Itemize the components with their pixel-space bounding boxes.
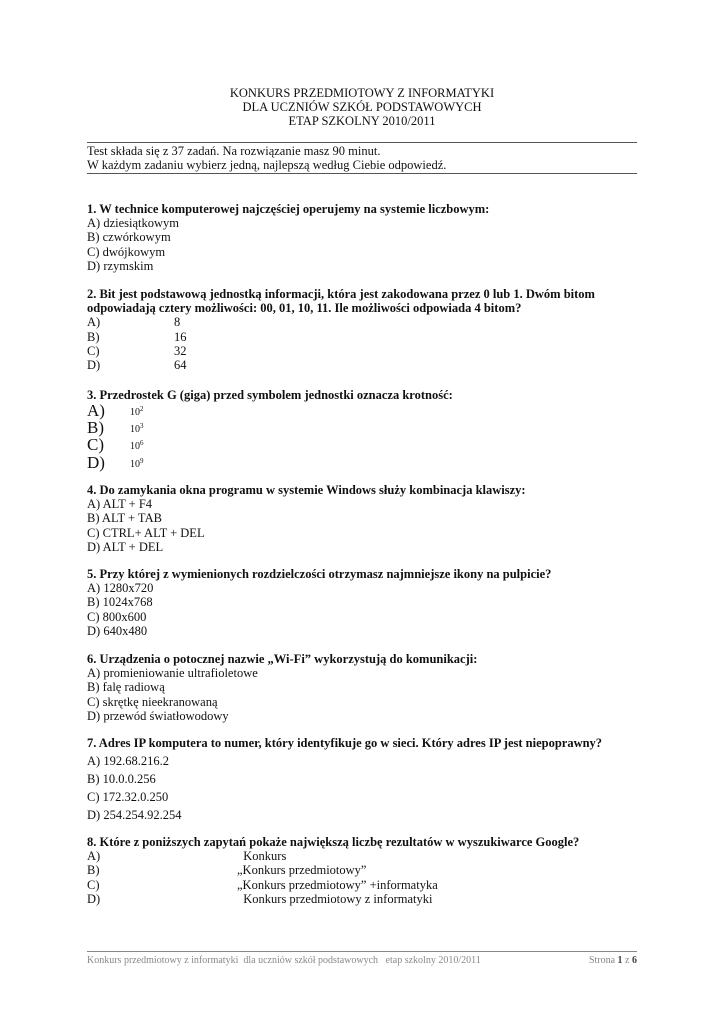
- answer-option: [87, 849, 647, 863]
- option-value: $10^6$: [130, 439, 144, 453]
- question-text: 2. Bit jest podstawową jednostką informacji, która jest zakodowana przez 0 lub 1. Dwóm bitom: [87, 287, 595, 301]
- option-letter: A): [87, 849, 101, 864]
- answer-option: [87, 892, 647, 906]
- question-text: 3. Przedrostek G (giga) przed symbolem jednostki oznacza krotność:: [87, 388, 453, 402]
- answer-option: B) czwórkowym: [87, 230, 171, 245]
- answer-option: B) 10.0.0.256: [87, 772, 156, 786]
- option-letter: C): [87, 435, 104, 455]
- header-line-3: ETAP SZKOLNY 2010/2011: [288, 114, 436, 129]
- question-7: [87, 736, 647, 826]
- option-letter: B): [87, 863, 100, 878]
- answer-option: A) 192.68.216.2: [87, 754, 169, 768]
- question-3: [87, 388, 647, 471]
- answer-option: C) 800x600: [87, 609, 147, 624]
- option-value: $10^9$: [130, 456, 144, 470]
- header-line-1: KONKURS PRZEDMIOTOWY Z INFORMATYKI: [229, 86, 495, 100]
- option-value: Konkurs przedmiotowy z informatyki: [237, 891, 433, 906]
- answer-option: [87, 863, 647, 877]
- info-top-rule: [87, 142, 637, 143]
- header-line-2: DLA UCZNIÓW SZKÓŁ PODSTAWOWYCH: [242, 100, 482, 115]
- answer-option: [87, 454, 647, 471]
- info-bottom-rule: [87, 173, 637, 174]
- answer-option: C) 172.32.0.250: [87, 790, 169, 804]
- answer-option: A) dziesiątkowym: [87, 216, 179, 231]
- option-letter: D): [87, 452, 105, 472]
- answer-option: A) promieniowanie ultrafioletowe: [87, 666, 258, 681]
- current-page: 1: [617, 955, 623, 966]
- question-text: 4. Do zamykania okna programu w systemie Windows służy kombinacja klawiszy:: [87, 483, 526, 497]
- footer-title: Konkurs przedmiotowy z informatyki dla uczniów szkół podstawowych etap szkolny 2010/2011: [87, 955, 481, 966]
- answer-option: D) przewód światłowodowy: [87, 708, 229, 723]
- question-text: 1. W technice komputerowej najczęściej operujemy na systemie liczbowym:: [87, 202, 490, 216]
- option-value: 64: [174, 357, 187, 372]
- option-letter: D): [87, 357, 101, 372]
- answer-option: B) falę radiową: [87, 680, 165, 695]
- page-footer: [87, 951, 637, 968]
- instructions-line-1: Test składa się z 37 zadań. Na rozwiązanie masz 90 minut.: [87, 144, 381, 158]
- option-value: $10^3$: [130, 422, 144, 436]
- answer-option: [87, 358, 647, 372]
- option-letter: D): [87, 891, 101, 906]
- answer-option: B) ALT + TAB: [87, 511, 162, 526]
- question-text: 8. Które z poniższych zapytań pokaże największą liczbę rezultatów w wyszukiwarce Google?: [87, 835, 580, 849]
- answer-option: C) skrętkę nieekranowaną: [87, 694, 218, 709]
- option-letter: C): [87, 877, 100, 892]
- answer-option: [87, 878, 647, 892]
- answer-option: [87, 330, 647, 344]
- exponent: 3: [140, 422, 144, 431]
- option-letter: A): [87, 400, 105, 420]
- total-pages: 6: [632, 955, 637, 966]
- question-6: [87, 652, 647, 723]
- question-2: [87, 287, 647, 372]
- option-letter: B): [87, 418, 104, 438]
- answer-option: A) ALT + F4: [87, 497, 153, 512]
- option-letter: C): [87, 343, 100, 358]
- question-text: odpowiadają cztery możliwości: 00, 01, 10, 11. Ile możliwości odpowiada 4 bitom?: [87, 301, 522, 316]
- option-letter: B): [87, 329, 100, 344]
- question-1: [87, 202, 647, 273]
- option-value: 16: [174, 329, 187, 344]
- question-4: [87, 483, 647, 554]
- option-value: „Konkurs przedmiotowy” +informatyka: [237, 877, 438, 892]
- answer-option: C) dwójkowym: [87, 244, 166, 259]
- exponent: 6: [140, 439, 144, 448]
- answer-option: C) CTRL+ ALT + DEL: [87, 525, 205, 540]
- exponent: 9: [140, 456, 144, 465]
- exponent: 2: [140, 404, 144, 413]
- option-value: $10^2$: [130, 404, 144, 418]
- answer-option: D) 254.254.92.254: [87, 808, 182, 822]
- answer-option: [87, 315, 647, 329]
- question-text: 6. Urządzenia o potocznej nazwie „Wi-Fi” wykorzystują do komunikacji:: [87, 652, 478, 666]
- answer-option: A) 1280x720: [87, 581, 154, 596]
- option-value: 32: [174, 343, 187, 358]
- question-text: 7. Adres IP komputera to numer, który identyfikuje go w sieci. Który adres IP jest niepoprawny?: [87, 736, 603, 750]
- answer-option: D) 640x480: [87, 623, 148, 638]
- page-number: Strona 1 z 6: [588, 955, 637, 966]
- answer-option: D) ALT + DEL: [87, 539, 164, 554]
- instructions: [87, 144, 637, 172]
- document-header: [0, 86, 724, 129]
- option-value: Konkurs: [237, 849, 287, 864]
- question-8: [87, 835, 647, 906]
- question-5: [87, 567, 647, 638]
- answer-option: [87, 420, 647, 437]
- answer-option: [87, 344, 647, 358]
- option-letter: A): [87, 315, 101, 330]
- answer-option: [87, 437, 647, 454]
- question-text: 5. Przy której z wymienionych rozdzielczości otrzymasz najmniejsze ikony na pulpicie?: [87, 567, 552, 581]
- answer-option: B) 1024x768: [87, 595, 153, 610]
- option-value: „Konkurs przedmiotowy”: [237, 863, 367, 878]
- instructions-line-2: W każdym zadaniu wybierz jedną, najlepszą według Ciebie odpowiedź.: [87, 158, 447, 173]
- answer-option: [87, 402, 647, 419]
- answer-option: D) rzymskim: [87, 258, 154, 273]
- option-value: 8: [174, 315, 181, 330]
